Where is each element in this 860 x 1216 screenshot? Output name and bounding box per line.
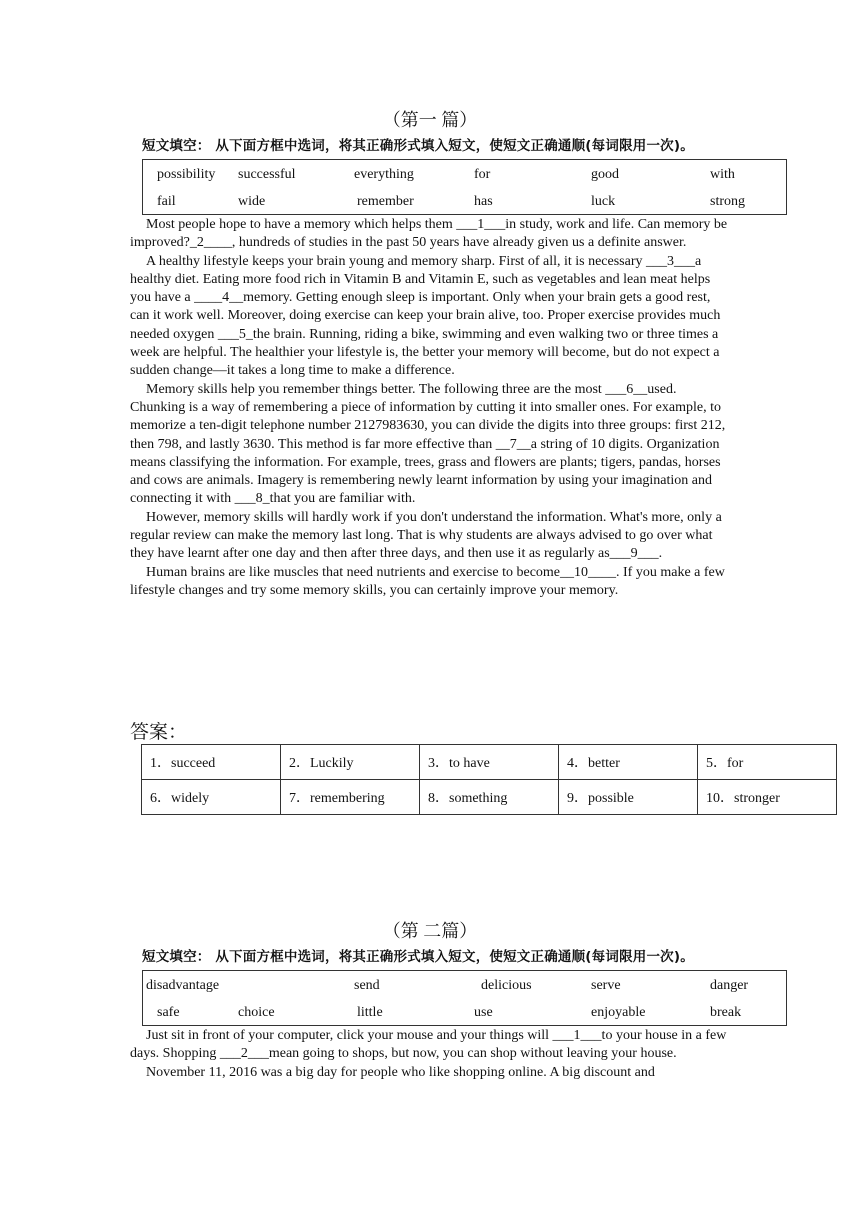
paragraph: However, memory skills will hardly work if you don't understand the information. What's more, only a regular review can make the memory last long. That is why students are always advised to go over what they have learnt after one day and then after three days, and then use it as regularly as___9___. bbox=[130, 509, 726, 562]
table-row bbox=[142, 780, 837, 815]
passage2-body bbox=[130, 1027, 730, 1082]
passage1-title: （第一 篇） bbox=[382, 110, 478, 130]
word-box-word: send bbox=[354, 978, 380, 993]
word-box-word: little bbox=[357, 1005, 383, 1020]
word-box-word: break bbox=[710, 1005, 742, 1020]
answer-cell: 3．to have bbox=[420, 745, 559, 780]
answer-cell: 6．widely bbox=[142, 780, 281, 815]
word-box-word: successful bbox=[238, 167, 296, 182]
answers-table bbox=[141, 744, 837, 815]
table-row bbox=[142, 745, 837, 780]
word-box-word: use bbox=[474, 1005, 493, 1020]
word-box-word: remember bbox=[357, 194, 414, 209]
word-box-word: possibility bbox=[157, 167, 216, 182]
word-box-word: safe bbox=[157, 1005, 180, 1020]
word-box-word: serve bbox=[591, 978, 621, 993]
paragraph: Human brains are like muscles that need nutrients and exercise to become__10____. If you make a few lifestyle changes and try some memory skills, you can certainly improve your memory. bbox=[130, 564, 729, 598]
answer-cell: 8．something bbox=[420, 780, 559, 815]
answer-cell: 7．remembering bbox=[281, 780, 420, 815]
passage2-word-box bbox=[142, 970, 787, 1026]
word-box-word: with bbox=[710, 167, 735, 182]
passage1-body bbox=[130, 216, 730, 600]
passage1-instruction: 短文填空： 从下面方框中选词，将其正确形式填入短文，使短文正确通顺(每词限用一次)。 bbox=[142, 138, 694, 154]
word-box-word: for bbox=[474, 167, 491, 182]
word-box-word: disadvantage bbox=[146, 978, 220, 993]
answer-cell: 4．better bbox=[559, 745, 698, 780]
answer-cell: 9．possible bbox=[559, 780, 698, 815]
answer-cell: 5．for bbox=[698, 745, 837, 780]
answers-label: 答案： bbox=[130, 722, 188, 743]
answer-cell: 2．Luckily bbox=[281, 745, 420, 780]
word-box-word: choice bbox=[238, 1005, 275, 1020]
paragraph: Most people hope to have a memory which helps them ___1___in study, work and life. Can memory be improved?_2____, hundreds of studies in the past 50 years have already given us a definite answer. bbox=[130, 217, 731, 251]
word-box-word: has bbox=[474, 194, 493, 209]
word-box-word: danger bbox=[710, 978, 749, 993]
passage2-instruction: 短文填空： 从下面方框中选词，将其正确形式填入短文，使短文正确通顺(每词限用一次)。 bbox=[142, 949, 694, 965]
answer-cell: 1．succeed bbox=[142, 745, 281, 780]
word-box-word: wide bbox=[238, 194, 266, 209]
passage1-word-box bbox=[142, 159, 787, 215]
paragraph: Memory skills help you remember things better. The following three are the most ___6__used. Chunking is a way of remembering a piece of information by cutting it into smaller ones. For example, to memorize a ten-digit telephone number 2127983630, you can divide the digits into three groups: first 212, then 798, and lastly 3630. This method is far more effective than __7__a string of 10 digits. Organization means classifying the information. For example, trees, grass and flowers are plants; tigers, pandas, horses and cows are animals. Imagery is remembering newly learnt information by using your imagination and connecting it with ___8_that you are familiar with. bbox=[130, 381, 729, 507]
word-box-word: strong bbox=[710, 194, 745, 209]
word-box-word: fail bbox=[157, 194, 176, 209]
word-box-word: delicious bbox=[481, 978, 532, 993]
answer-cell: 10．stronger bbox=[698, 780, 837, 815]
word-box-word: enjoyable bbox=[591, 1005, 646, 1020]
paragraph: November 11, 2016 was a big day for people who like shopping online. A big discount and bbox=[146, 1064, 655, 1080]
word-box-word: good bbox=[591, 167, 619, 182]
word-box-word: everything bbox=[354, 167, 414, 182]
passage2-title: （第 二篇） bbox=[382, 921, 478, 941]
word-box-word: luck bbox=[591, 194, 616, 209]
paragraph: Just sit in front of your computer, click your mouse and your things will ___1___to your house in a few days. Shopping ___2___mean going to shops, but now, you can shop without leaving your house. bbox=[130, 1028, 730, 1062]
paragraph: A healthy lifestyle keeps your brain young and memory sharp. First of all, it is necessary ___3___a healthy diet. Eating more food rich in Vitamin B and Vitamin E, such as vegetables and lean meat helps you have a ____4__memory. Getting enough sleep is important. Only when your brain gets a good rest, can it work well. Moreover, doing exercise can keep your brain alive, too. Proper exercise provides much needed oxygen ___5_the brain. Running, riding a bike, swimming and even walking two or three times a week are helpful. The healthier your lifestyle is, the better your memory will become, but do not expect a sudden change—it takes a long time to make a difference. bbox=[130, 253, 724, 379]
